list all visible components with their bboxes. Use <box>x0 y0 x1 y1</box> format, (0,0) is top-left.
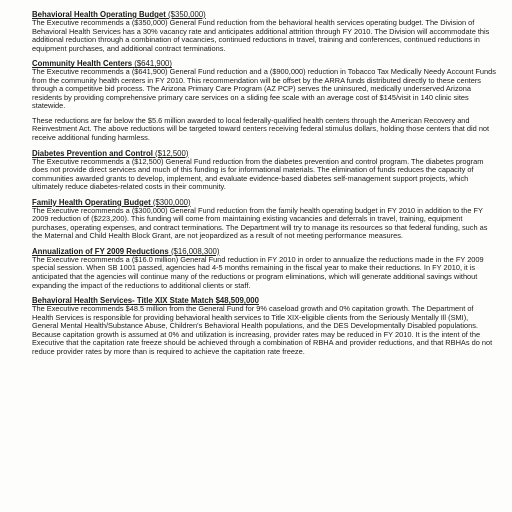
section-family-health-operating-budget <box>32 198 496 241</box>
section-amount: ($16,008,300) <box>170 246 220 256</box>
section-title: Annualization of FY 2009 Reductions <box>32 246 169 256</box>
section-behavioral-health-operating-budget <box>32 10 496 53</box>
section-amount: $48,509,000 <box>215 296 259 306</box>
section-title: Family Health Operating Budget <box>32 197 151 207</box>
section-behavioral-health-title-xix <box>32 296 496 356</box>
section-paragraph: The Executive recommends a ($12,500) General Fund reduction from the diabetes prevention and control program. The diabetes program does not provide direct services and much of this funding is for informational materials. The elimination of funds reduces the capacity of communities awarded grants to develop, implement, and evaluate evidence-based diabetes self-management support projects, which ultimately reduce diabetes-related costs in their community. <box>32 156 484 192</box>
section-community-health-centers <box>32 59 496 142</box>
section-title: Community Health Centers <box>32 59 133 69</box>
section-title: Behavioral Health Services- Title XIX State Match <box>32 296 214 306</box>
section-paragraph: The Executive recommends a ($16.0 million) General Fund reduction in FY 2010 in order to annualize the reductions made in the FY 2009 special session. When SB 1001 passed, agencies had 4-5 months remaining in the fiscal year to make their reductions. In FY 2010, it is anticipated that the agencies will continue many of the reductions or program eliminations, which will generate additional savings without expanding the impact of the reductions to additional clients or staff. <box>32 254 484 290</box>
section-paragraph: The Executive recommends a ($300,000) General Fund reduction from the family health operating budget in FY 2010 in addition to the FY 2009 reduction of ($223,200). This funding will come from maintaining existing vacancies and deferrals in travel, training, equipment purchases, operating expenses, and contract terminations. The Department will try to manage its resources so that federal funding, such as the Maternal and Child Health Block Grant, are not jeopardized as a result of not meeting performance measures. <box>32 205 488 241</box>
section-title: Behavioral Health Operating Budget <box>32 10 166 19</box>
section-amount: ($350,000) <box>168 10 206 19</box>
section-paragraph: The Executive recommends a ($641,900) General Fund reduction and a ($900,000) reduction in Tobacco Tax Medically Needy Account Funds from the community health centers in FY 2010. This recommendation will be offset by the ARRA funds distributed directly to these centers through a competitive bid process. The Arizona Primary Care Program (AZ PCP) serves the uninsured, medically underserved Arizona residents by providing comprehensive primary care services on a sliding fee scale with an average cost of $145/visit in 140 clinic sites statewide. <box>32 67 496 111</box>
section-diabetes-prevention-and-control <box>32 149 496 192</box>
section-title: Diabetes Prevention and Control <box>32 148 153 158</box>
section-amount: ($641,900) <box>134 59 172 69</box>
section-paragraph: These reductions are far below the $5.6 million awarded to local federally-qualified health centers through the American Recovery and Reinvestment Act. The above reductions will be targeted toward centers receiving federal stimulus dollars, holding those centers that did not receive additional funding harmless. <box>32 115 490 143</box>
section-paragraph: The Executive recommends $48.5 million from the General Fund for 9% caseload growth and 0% capitation growth. The Department of Health Services is responsible for providing behavioral health services to Title XIX-eligible clients from the Seriously Mentally Ill (SMI), General Mental Health/Substance Abuse, Children's Behavioral Health populations, and the DES Developmentally Disabled populations. Because capitation growth is assumed at 0% and utilization is increasing, provider rates may be reduced in FY 2010. It is the intent of the Executive that the capitation rate freeze should be achieved through a combination of RBHA and provider reductions, and that RBHAs do not reduce provider rates by more than is required to achieve the capitation rate freeze. <box>32 304 493 356</box>
section-paragraph: The Executive recommends a ($350,000) General Fund reduction from the behavioral health services operating budget. The Division of Behavioral Health Services has a 30% vacancy rate and anticipates additional attrition through FY 2010. The Division will accommodate this additional reduction through a combination of vacancies, continued reductions in travel, training and conferences, continued reductions in equipment purchases, and additional contract terminations. <box>32 18 490 53</box>
section-amount: ($300,000) <box>152 197 191 207</box>
section-amount: ($12,500) <box>155 148 189 158</box>
section-annualization-fy2009-reductions <box>32 247 496 290</box>
